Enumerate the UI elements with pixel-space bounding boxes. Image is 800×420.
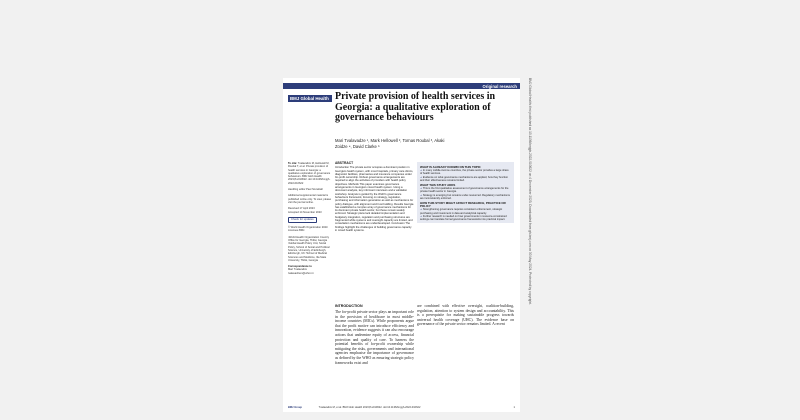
abstract-heading: ABSTRACT: [335, 161, 354, 165]
affiliations: ¹World Health Organization Country Office for Georgia, Tbilisi, Georgia ²Global Health Policy Unit, Social Policy, School of Social and Political Science, University of Edinburgh, Edinburgh, UK ³School of Medical Sciences and Medicine, Ilia State University, Tbilisi, Georgia: [288, 235, 330, 262]
footer-citation: Tvalavadze M, et al. BMJ Glob Health 2023;8:e010622. doi:10.1136/bmjgh-2022-010622: [318, 406, 421, 409]
article-page: [283, 78, 520, 412]
intro-column-2: are combined with effective oversight, coalition-building, regulation, attention to system design and accountability. This is a prerequisite for making sustainable progress towards universal health coverage (UHC). The evidence base on governance of the private sector remains limited. A recent: [417, 304, 514, 327]
correspondence-label: Correspondence to: [288, 265, 312, 269]
check-updates-button[interactable]: Check for updates: [288, 217, 317, 223]
section-label: Original research: [482, 83, 517, 89]
journal-tag: BMJ Global Health: [288, 95, 332, 102]
known-item: ⇒ In many middle-income countries, the private sector provides a large share of health services.: [420, 169, 511, 175]
page-number: 1: [513, 406, 515, 409]
publisher-logo: BMJ Group: [288, 406, 302, 409]
adds-item: ⇒ This is the first qualitative assessment of governance arrangements for the private health sector in Georgia.: [420, 187, 511, 193]
adds-heading: WHAT THIS STUDY ADDS: [420, 182, 456, 187]
known-item: ⇒ Evidence on what governance mechanisms are applied, how they function and their effectiveness remains limited.: [420, 176, 511, 182]
section-bar: [283, 83, 520, 89]
handling-editor: Handling editor Paul Snowball: [288, 188, 323, 192]
cite-label: To cite:: [288, 162, 298, 165]
intro-column-1: The for-profit private sector plays an important role in the provision of healthcare in most middle-income countries (MICs). While proponents argue that the profit motive can introduce efficiency and innovation, evidence suggests it can also encourage actions that undermine equity of access, financial protection and quality of care. To harness the potential benefits of for-profit ownership while mitigating the risks, governments and international agencies emphasise the importance of governance as defined by the WHO as ensuring strategic policy frameworks exist and: [335, 310, 414, 365]
correspondence-text[interactable]: Mari Tvalavadze tvalavadzem@who.int: [288, 268, 314, 275]
affect-heading: HOW THIS STUDY MIGHT AFFECT RESEARCH, PRACTICE OR POLICY: [420, 200, 506, 208]
accepted-date: Accepted 14 November 2023: [288, 210, 322, 214]
affect-item: ⇒ Further research is needed on how governments in resource-constrained settings can translate formal governance frameworks into practical impact.: [420, 215, 511, 221]
supplementary-note: Additional supplemental material is published online only. To view, please visit the journal online.: [288, 194, 332, 204]
key-messages-box: [417, 162, 514, 223]
received-date: Received 17 April 2023: [288, 207, 315, 211]
introduction-heading: INTRODUCTION: [335, 304, 363, 308]
known-heading: WHAT IS ALREADY KNOWN ON THIS TOPIC: [420, 164, 481, 169]
margin-note: [524, 78, 532, 412]
abstract: [335, 162, 414, 232]
cite-text: Tvalavadze M, Hellowell M, Roubal T, et al. Private provision of health services in Georgia: a qualitative exploration of governance behaviours. BMJ Glob Health 2023;8:e010622. doi:10.1136/bmjgh-2022-010622: [288, 162, 331, 185]
author-list[interactable]: Mari Tvalavadze ¹, Mark Hellowell ², Tornas Roubal ³, Akaki Zoidze ⁴, David Clarke ⁵: [335, 138, 445, 149]
affect-item: ⇒ Strengthening governance requires consistent enforcement, strategic purchasing and investment in data and analytical capacity.: [420, 208, 511, 214]
article-title: Private provision of health services in Georgia: a qualitative exploration of governance behaviours: [335, 91, 496, 123]
copyright-note: © World Health Organization 2023. Licensee BMJ.: [288, 226, 329, 233]
page-footer: [288, 406, 515, 409]
adds-item: ⇒ Strategy is emerging but remains under-resourced. Regulatory mechanisms are inconsistently enforced.: [420, 194, 511, 200]
article-sidebar: [288, 162, 332, 278]
margin-note-text: BMJ Global Health: first published as 10.1136/bmjgh-2022-010622 on 4 December 2023. Downloaded from gh.bmj.com on 30 May 2024. Protected by copyright.: [528, 78, 532, 305]
abstract-text: Introduction The private sector occupies a dominant position in Georgia's health system, with most hospitals, primary care clinics, diagnostic facilities, pharmacies and insurance companies under for-profit ownership. Robust governance arrangements are required to align the activities of providers with health policy objectives. Methods This paper examines governance arrangements in Georgia's mixed health system. Using a document analysis, key informant interviews and a validation workshop. Analysis is guided by the WHO's governance behaviours framework, focusing on strategy, regulation, purchasing and information generation as well as mechanisms for policy dialogue, with alignment and trust building. Results Georgia has established a complex array of governance mechanisms for its dominant private health sector, but these remain weakly enforced. Strategic plans lack detailed implementation and budgetary integration, regulation and purchasing structures are fragmented while systems and oversight capacity are limited, and consultation mechanisms are underdeveloped. Conclusion The findings highlight the challenges of building governance capacity in mixed health systems.: [335, 166, 414, 232]
